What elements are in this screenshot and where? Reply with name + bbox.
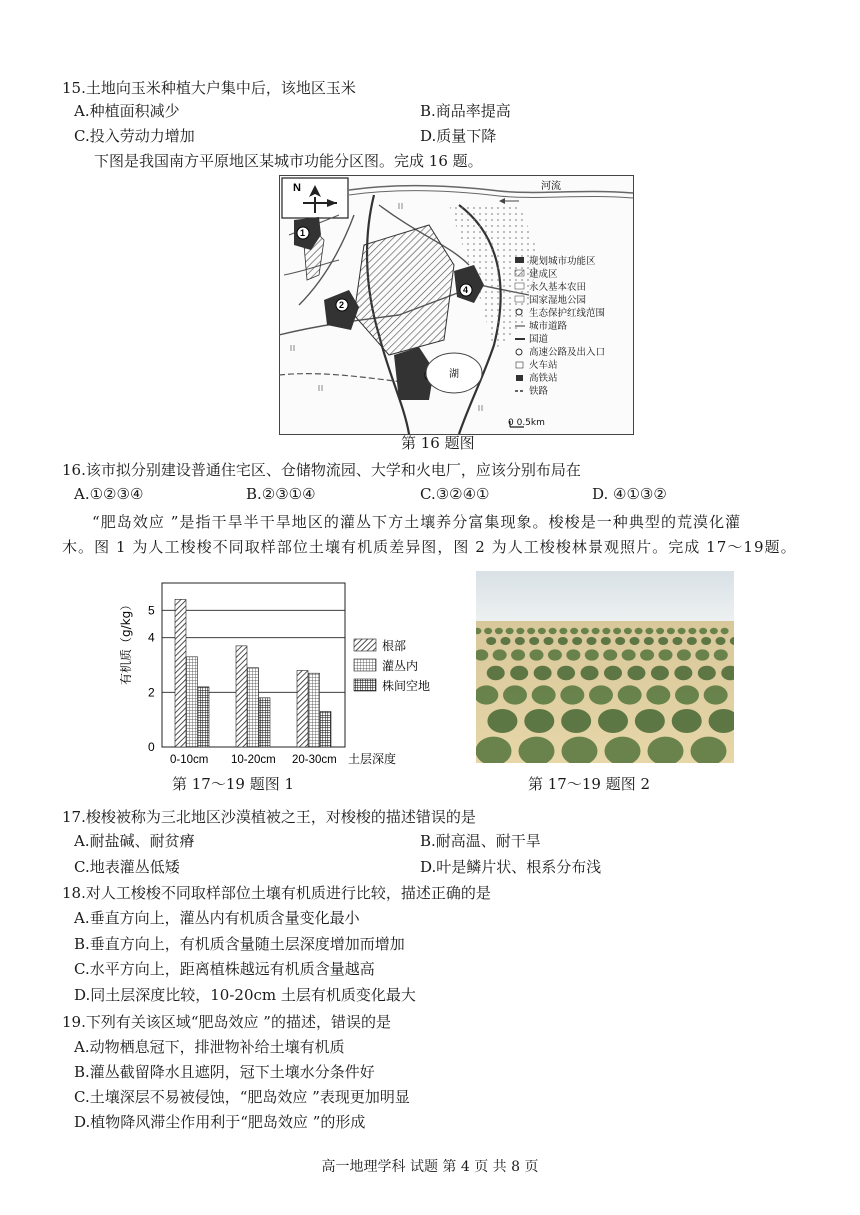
shrub [506, 628, 514, 634]
shrub [622, 649, 636, 660]
q16-option-b: B.②③①④ [246, 485, 316, 503]
shrub [613, 628, 621, 634]
shrub [672, 709, 702, 733]
shrub [527, 628, 535, 634]
q19-option-d: D.植物降风滞尘作用利于“肥岛效应 ”的形成 [74, 1113, 366, 1131]
shrub [484, 628, 492, 634]
shrub [704, 685, 728, 704]
shrub [659, 649, 673, 660]
shrub [598, 709, 628, 733]
shrub [558, 637, 568, 645]
shrub [721, 628, 729, 634]
shrub [710, 628, 718, 634]
shrub [688, 628, 696, 634]
legend-swatch [354, 679, 376, 691]
shrub [601, 637, 611, 645]
y-tick-label: 5 [148, 603, 155, 618]
shrub [503, 685, 527, 704]
q19-stem: 19.下列有关该区域“肥岛效应 ”的描述，错误的是 [62, 1013, 391, 1031]
shrub [572, 637, 582, 645]
shrub [510, 666, 528, 680]
q19-option-c: C.土壤深层不易被侵蚀，“肥岛效应 ”表现更加明显 [74, 1088, 410, 1106]
shrub [486, 637, 496, 645]
intro-17-line2: 木。图 1 为人工梭梭不同取样部位土壤有机质差异图，图 2 为人工梭梭林景观照片。完成 17～19题。 [62, 538, 797, 556]
shrub [544, 637, 554, 645]
svg-text:湖: 湖 [449, 369, 459, 380]
svg-text:高速公路及出入口: 高速公路及出入口 [529, 347, 606, 358]
shrub [635, 628, 643, 634]
shrub [515, 637, 525, 645]
shrub [677, 649, 691, 660]
shrub [516, 628, 524, 634]
x-axis-label: 土层深度 [348, 752, 397, 766]
shrub [603, 649, 617, 660]
bar-1-2 [259, 698, 270, 747]
q18-option-c: C.水平方向上，距离植株越远有机质含量越高 [74, 960, 375, 978]
shrub [604, 666, 622, 680]
bar-0-1 [187, 657, 198, 747]
q17-option-d: D.叶是鳞片状、根系分布浅 [420, 858, 602, 876]
shrub [538, 628, 546, 634]
svg-text:铁路: 铁路 [529, 386, 549, 397]
svg-text:建成区: 建成区 [529, 269, 558, 280]
shrub [678, 628, 686, 634]
organic-matter-chart [120, 575, 450, 770]
q18-stem: 18.对人工梭梭不同取样部位土壤有机质进行比较，描述正确的是 [62, 884, 491, 902]
shrub [511, 649, 525, 660]
bar-2-0 [297, 670, 308, 747]
shrub [674, 666, 692, 680]
shrub [651, 666, 669, 680]
shrub [548, 649, 562, 660]
map-caption: 第 16 题图 [401, 434, 475, 452]
legend-label: 根部 [382, 639, 407, 653]
shrub [618, 685, 642, 704]
svg-text:1: 1 [300, 228, 306, 238]
shrub [714, 649, 728, 660]
shrub [559, 628, 567, 634]
y-tick-label: 4 [148, 630, 155, 645]
shrub [561, 709, 591, 733]
shrub [585, 649, 599, 660]
legend-label: 株间空地 [382, 679, 431, 693]
bar-0-0 [175, 599, 186, 747]
svg-text:4: 4 [463, 285, 469, 295]
city-function-map [279, 175, 634, 435]
q16-stem: 16.该市拟分别建设普通住宅区、仓储物流园、大学和火电厂，应该分别布局在 [62, 461, 581, 479]
shrub [592, 628, 600, 634]
legend-swatch [354, 659, 376, 671]
shrub [646, 685, 670, 704]
shrub [524, 709, 554, 733]
y-tick-label: 2 [148, 685, 155, 700]
svg-text:国家湿地公园: 国家湿地公园 [529, 295, 587, 306]
shrub [530, 649, 544, 660]
svg-text:高铁站: 高铁站 [529, 373, 558, 384]
legend-label: 灌丛内 [382, 659, 419, 673]
q15-option-b: B.商品率提高 [420, 102, 511, 120]
q18-option-b: B.垂直方向上，有机质含量随土层深度增加而增加 [74, 935, 405, 953]
shrub [701, 637, 711, 645]
svg-text:国道: 国道 [529, 334, 549, 345]
shrub [557, 666, 575, 680]
svg-text:规划城市功能区: 规划城市功能区 [529, 256, 596, 267]
x-tick-label: 20-30cm [292, 754, 337, 766]
q15-option-a: A.种植面积减少 [74, 102, 180, 120]
shrub [501, 637, 511, 645]
shrub [624, 628, 632, 634]
intro-16: 下图是我国南方平原地区某城市功能分区图。完成 16 题。 [94, 152, 483, 170]
x-tick-label: 0-10cm [170, 754, 209, 766]
q16-option-c: C.③②④① [420, 485, 490, 503]
svg-text:2: 2 [339, 300, 345, 310]
shrub [560, 685, 584, 704]
shrub [587, 637, 597, 645]
bar-1-1 [248, 668, 259, 747]
shrub [656, 628, 664, 634]
shrub [581, 628, 589, 634]
svg-text:永久基本农田: 永久基本农田 [529, 282, 587, 293]
shrub [534, 666, 552, 680]
shrub [495, 628, 503, 634]
bar-1-0 [236, 646, 247, 747]
shrub [698, 666, 716, 680]
legend-swatch [354, 639, 376, 651]
shrub [529, 637, 539, 645]
bar-2-1 [309, 673, 320, 747]
bar-2-2 [320, 711, 331, 747]
q15-stem: 15.土地向玉米种植大户集中后，该地区玉米 [62, 79, 356, 97]
shrub [627, 666, 645, 680]
shrub [667, 628, 675, 634]
shrub [570, 628, 578, 634]
shrub [716, 637, 726, 645]
shrub [645, 628, 653, 634]
shrub [532, 685, 556, 704]
page-footer: 高一地理学科 试题 第 4 页 共 8 页 [321, 1159, 539, 1175]
shrub [487, 666, 505, 680]
q15-option-c: C.投入劳动力增加 [74, 127, 195, 145]
fig1-caption: 第 17～19 题图 1 [172, 775, 295, 793]
shrub [695, 649, 709, 660]
shrub [615, 637, 625, 645]
shrub [673, 637, 683, 645]
shrub [602, 628, 610, 634]
q17-option-c: C.地表灌丛低矮 [74, 858, 180, 876]
north-arrow-icon [282, 178, 348, 218]
shrub [566, 649, 580, 660]
q17-stem: 17.梭梭被称为三北地区沙漠植被之王，对梭梭的描述错误的是 [62, 808, 476, 826]
shrub [658, 637, 668, 645]
shrub [487, 709, 517, 733]
q16-option-a: A.①②③④ [74, 485, 144, 503]
q17-option-a: A.耐盐碱、耐贫瘠 [74, 832, 195, 850]
svg-text:河流: 河流 [541, 181, 561, 192]
q19-option-a: A.动物栖息冠下，排泄物补给土壤有机质 [74, 1038, 345, 1056]
shrub [493, 649, 507, 660]
y-tick-label: 0 [148, 740, 155, 754]
shrub [699, 628, 707, 634]
shrub [644, 637, 654, 645]
q19-option-b: B.灌丛截留降水且遮阴，冠下土壤水分条件好 [74, 1063, 375, 1081]
shrub [549, 628, 557, 634]
y-axis-label: 有机质（g/kg） [120, 598, 133, 685]
svg-text:0 0.5km: 0 0.5km [508, 418, 545, 428]
bar-0-2 [198, 687, 209, 747]
shrub [635, 709, 665, 733]
q17-option-b: B.耐高温、耐干旱 [420, 832, 541, 850]
svg-text:生态保护红线范围: 生态保护红线范围 [529, 308, 606, 319]
q18-option-a: A.垂直方向上，灌丛内有机质含量变化最小 [74, 909, 360, 927]
saxaul-landscape-photo [476, 571, 734, 763]
svg-text:城市道路: 城市道路 [529, 321, 568, 332]
q16-option-d: D. ④①③② [592, 485, 667, 503]
fig2-caption: 第 17～19 题图 2 [528, 775, 651, 793]
intro-17-line1: “肥岛效应 ”是指干旱半干旱地区的灌丛下方土壤养分富集现象。梭梭是一种典型的荒漠化灌 [92, 513, 742, 531]
shrub [581, 666, 599, 680]
shrub [640, 649, 654, 660]
shrub [589, 685, 613, 704]
x-tick-label: 10-20cm [231, 754, 276, 766]
q15-option-d: D.质量下降 [420, 127, 497, 145]
q18-option-d: D.同土层深度比较，10-20cm 土层有机质变化最大 [74, 986, 416, 1004]
svg-text:火车站: 火车站 [529, 360, 558, 371]
svg-text:N: N [293, 182, 301, 194]
shrub [630, 637, 640, 645]
shrub [687, 637, 697, 645]
shrub [675, 685, 699, 704]
